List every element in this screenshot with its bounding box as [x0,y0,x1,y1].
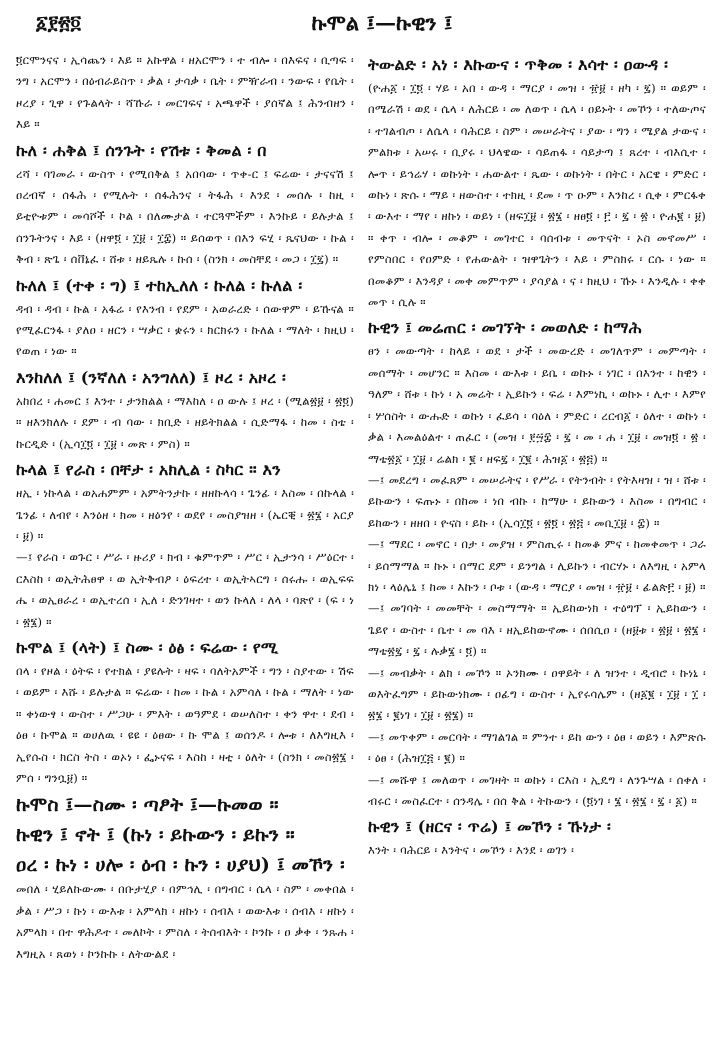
entry-headword-line: ኩዊን ፤ ኖት ፤ (ኩነ ፡ ይኩውን ፡ ይኩን ። [16,824,295,847]
entry-paragraph: —፤ መብቃት ፡ ልክ ፡ መኾን ። ኦንክሙ ፡ ዐዋይት ፡ ለ ዝንተ ፡ ዲብሮ ፡ ኩነኒ ፡ ወእትፈግም ፡ ይኩውነክሙ ፡ ዐፊግ ፡ ውስተ ፡ ኢየሩሳሌም ፡ (ዘ፩፪ ፡ ፲፱ ፡ ፲ ፡ ፳፮ ፡ ፪ነገ ፡ ፲፱ ፡ ፳፮) ። [368,665,706,723]
entry-paragraph: ፬ርሞንናና ፡ ኢሳጨን ፡ እይ ። አኩዋል ፡ ዘአርሞን ፡ ተ ብሎ ፡ በእፍና ፡ ቢጣፍ ፡ ንግ ፡ አርሞን ፡ በዕብራይስጥ ፡ ቃል ፡ ታሳቃ ፡ ቤት ፡ ምዥራብ ፡ ንውፍ ፡ የቤት ፡ ዞረያ ፡ ጊዋ ፡ የጉልላት ፡ ሻኹራ ፡ መርገፍና ፡ አጫዋች ፡ ያሰኛል ፤ ሕንብዘን ፡ እይ ። [16,53,354,132]
entry-headword-line: እንከለለ ፤ (ንኛለለ ፡ አንግለለ) ፤ ዞረ ፡ አዞረ ፡ [16,367,286,387]
entry-paragraph: እንት ፡ ባሕርይ ፡ እንትና ፡ መኾን ፡ እንደ ፡ ወገን ፡ [368,843,575,858]
entry-headword-line: ኩለ ፡ ሐቅል ፤ ሰንጉት ፡ የሽቱ ፡ ቅመል ፡ በ [16,140,267,160]
entry-paragraph: በላ ፡ የዞል ፡ ዕትፍ ፡ የተክል ፡ ያዩሉት ፡ ዛፍ ፡ ባለትአምች ፡ ግን ፡ ስያተው ፡ ሽፍ ፡ ወይም ፡ እሹ ፡ ይሉታል ። ፍሬው ፡ ከመ ፡ ኩል ፡ አምሳለ ፡ ኩል ፡ ማለት ፡ ነው ። ቀነውፃ ፡ ውስተ ፡ ሥጋሁ ፡ ምእት ፡ ወዓምደ ፡ ወሠለስተ ፡ ቀን ዋተ ፡ ደብ ፡ ዕፀ ፡ ኩሞል ። ወሀለዉ ፡ ዩዩ ፡ ዕፀው ፡ ኩ ሞል ፤ ወሰንዶ ፡ ሎቱ ፡ ለእግዚእ ፡ ኢየሱስ ፡ ክርስ ትስ ፡ ወኦነ ፡ ፌኑናፍ ፡ እስከ ፡ ዛቲ ፡ ዕለት ፡ (ስንክ ፡ መስ፳፮ ፡ ምሰ ፡ ግንቧ፱) ። [16,663,354,785]
entry-paragraph: (ዮሐ፩ ፡ ፲፬ ፡ ሃይ ፡ አበ ፡ ውዳ ፡ ማርያ ፡ መዝ ፡ ፹፱ ፡ ዘካ ፡ ፯) ። ወይም ፡ በሜራሽ ፡ ወደ ፡ ሴላ ፡ ለሕርይ ፡ መ ለወጥ ፡ ሴላ ፡ ዐይኑት ፡ መኾን ፡ ተለውጦና ፡ ተገልብጦ ፡ ለሴላ ፡ ባሕርይ ፡ ስም ፡ መሠራትና ፡ ያው ፡ ግን ፡ ሜያል ታውና ፡ ምልክቱ ፡ አሠሩ ፡ ቢያሩ ፡ ህላዌው ፡ ሳይጠፋ ፡ ሳይታጣ ፤ ጸረተ ፡ ብእሲተ ፡ ሎጥ ፡ ይኅሬሃ ፡ ወኩነት ፡ ሐውልተ ፡ ጼው ፡ ወኩነት ፡ በትር ፡ አርዌ ፡ ምድር ፡ ወኩነ ፡ ጽሱ ፡ ማይ ፡ ዘውስተ ፡ ተክዚ ፡ ደመ ፡ ጥ ዑም ፡ እንከረ ፡ ሲቀ ፡ ምርፋቀ ፡ ውእተ ፡ ማየ ፡ ዘኩነ ፡ ወይነ ፡ (ዘፍ፲፱ ፡ ፳፮ ፡ ዘፀ፬ ፡ ፫ ፡ ፯ ፡ ፳ ፡ ዮሐ፪ ፡ ፱) ። ቀጥ ፡ ብሎ ፡ መቆም ፡ መገተር ፡ ባሰብቱ ፡ መጥናት ፡ ኦስ መኖመሥ ፡ የምስበር ፡ የዐምድ ፡ የሐውልት ፡ ዝዋጌትን ፡ እይ ፡ ምስክሩ ፡ ርሱ ፡ ነው ። በመቆም ፡ እንዳያ ፡ መቀ መምጥም ፡ ያሳያል ፡ ና ፡ ክዚህ ፡ ኹኑ ፡ እንዲሉ ፡ ቀቀ መጥ ፡ ሲሉ ። [368,81,706,310]
entry-headword-line: ኩዊን ፤ (ዘርና ፡ ጥሬ) ፤ መኾን ፡ ኹነታ ፡ [368,817,611,837]
running-head: ኩሞል ፤—ኩዊን ፤ [311,10,453,35]
entry-paragraph: —፤ መሹዋ ፤ መለወጥ ፡ መገዛት ። ወኩነ ፡ ርእስ ፡ ኢዴግ ፡ ለንጉሣል ፡ ሰቀለ ፡ ብሩር ፡ መስፈርተ ፡ ሰንዳሌ ፡ በሰ ቅል ፡ ትኩውን ፡ (፬ነገ ፡ ፮ ፡ ፳፮ ፡ ፯ ፡ ፩) ። [368,772,706,808]
entry-paragraph: —፤ ማደር ፡ መኖር ፡ በታ ፡ መያዝ ፡ ምስጢሩ ፡ ከመቆ ምና ፡ ከመቀመጥ ፡ ጋራ ፡ ይሰማማል ። ኩኑ ፡ በማር ደም ፡ ይንግል ፡ ሊይኩን ፡ ብርሃኑ ፡ ለእግዚ ፡ አምላ ክነ ፡ ላዕሌኒ ፤ ከመ ፡ እኩን ፡ ቦቱ ፡ (ውዳ ፡ ማርያ ፡ መዝ ፡ ፹፱ ፡ ፊልጵ፫ ፡ ፱) ። [368,537,706,594]
page-number: ፩፻፳፬ [36,12,82,34]
entry-paragraph: ፀን ፡ መውጣት ፡ ከላይ ፡ ወደ ፡ ታች ፡ መውረድ ፡ መገለጥም ፡ መምጣት ፡ መሰማት ፡ መሆንር ። እስመ ፡ ውእቱ ፡ ይቤ ፡ ወኩኑ ፡ ነገር ፡ በእንተ ፡ ከዊን ፡ ዓለም ፡ ሸቱ ፡ ኩነ ፡ አ መሬት ፡ ኢይኩን ፡ ፍሬ ፡ እምነኪ ፡ ወኩኑ ፡ ሊተ ፡ እምየ ፡ ሦሰስት ፡ ውሑድ ፡ ወኩነ ፡ ፈይሳ ፡ ባዕለ ፡ ምድር ፡ ረርብ፩ ፡ ዕለተ ፡ ወኩነ ፡ ቃል ፡ እመልዕልተ ፡ ጠፈር ፡ (መዝ ፡ ፻፵፰ ፡ ፯ ፡ መ ፡ ሐ ፡ ፲፱ ፡ መዝ፬ ፡ ፳ ፡ ማቴ፳፩ ፡ ፲፱ ፡ ሬልክ ፡ ፪ ፡ ዘፍ፯ ፡ ፲፪ ፡ ሕዝ፩ ፡ ፳፭) ። [368,344,706,466]
entry-headword-line: ትውልድ ፡ አነ ፡ እኩውና ፡ ጥቅመ ፡ እሳተ ፡ ዐውዳ ፡ [368,55,669,74]
entry-headword-line: ኩሞስ ፤—ስሙ ፡ ጣፆት ፤—ኩመወ ። [16,794,279,817]
entry-paragraph: —፤ መደረግ ፡ መፈጸም ፡ መሠራትና ፡ የሥራ ፡ የትንብት ፡ የትእዛዝ ፡ ዝ ፡ ሸቱ ፡ ይኩውን ፡ ፍጡኑ ፡ በከመ ፡ ነበ ብኩ ፡ ከማሁ ፡ ይኩውን ፡ እስመ ፡ በግብር ፡ ይከውን ፡ ዘዘበ ፡ ዮናስ ፡ ይኩ ፡ (ኢሳ፲፬ ፡ ፳፬ ፡ ፳፭ ፡ መቢ፲፱ ፡ ፰) ። [368,472,706,530]
entry-headword-line: ኩላል ፤ የራስ ፡ በቸታ ፡ አክሊል ፡ ስካር ። እን [16,460,281,480]
entry-paragraph: —፤ መገባት ፡ መመቸት ፡ መስማማት ። ኢይከውነክ ፡ ተዕግፕ ፡ ኢይከውን ፡ ጌይየ ፡ ውስተ ፡ ቤተ ፡ መ ባእ ፡ ዘኢይከውኖሙ ፡ ሰበሲዐ ፡ (ዘ፱ቱ ፡ ፳፱ ፡ ፳፮ ፡ ማቴ፳፯ ፡ ፯ ፡ ሉቃ፮ ፡ ፬) ። [368,601,706,659]
entry-paragraph: —፤ መጥቀም ፡ መርባት ፡ ማገልገል ። ምንተ ፡ ይከ ውን ፡ ዕፀ ፡ ወይን ፡ እምጽሱ ፡ ዕፀ ፡ (ሕዝ፲፭ ፡ ፪) ። [368,729,706,766]
entry-headword-line: ኩሞል ፤ (ላት) ፤ ስሙ ፡ ዕፅ ፡ ፍሬው ፡ የሚ [16,637,279,657]
entry-headword-line: ኩዊን ፤ መሬጠር ፡ መገኘት ፡ መወለድ ፡ ከማሕ [368,318,642,338]
entry-paragraph: አከበረ ፡ ሐመር ፤ እንተ ፡ ታንክልል ፡ ማእከለ ፡ ዐ ውሉ ፤ ዞረ ፡ (ሚል፳፱ ፡ ፳፬) ። ዘእንክለሉ ፡ ደም ፡ ብ ባው ፡ ክቢድ ፡ ዘይትክልል ፡ ሲድማፋ ፡ ከመ ፡ ስቴ ፡ ኩርዲድ ፡ (ኢሳ፲፬ ፡ ፲፱ ፡ መጽ ፡ ምስ) ። [16,393,354,451]
entry-paragraph: ረሻ ፡ ባገመራ ፡ ውስጥ ፡ የሚበቅል ፤ አበባው ፡ ጥቀ-ር ፤ ፍሬው ፡ ታናናሽ ፤ ዐረብኛ ፡ ሰፋሕ ፡ የሚሉት ፡ ሰፋሕንና ፡ ትፋሕ ፡ እንደ ፡ መሰሉ ፡ ከዚ ፡ ይቲዮቱም ፡ መሳሾች ፡ ኮል ፡ በለሙታል ፡ ተርጓሞችም ፡ እንኩይ ፡ ይሉታል ፤ ሰንጉትንና ፡ እይ ፡ (ዘዋ፬ ፡ ፲፱ ፡ ፲፰) ። ይሰወጥ ፡ በእን ፍሂ ፡ ጼናህው ፡ ኩል ፡ ቅብ ፡ ጽጌ ፡ ሰቨኔፈ ፡ ሸቱ ፡ ዘይጼሉ ፡ ኩሰ ፡ (ስንክ ፡ መስቸደ ፡ መጋ ፡ ፲፯) ። [16,166,354,267]
entry-headword-line: ዐረ ፡ ኩነ ፡ ሀሎ ፡ ዕብ ፡ ኩን ፡ ሀያህ) ፤ መኾን ፡ [16,854,345,877]
entry-paragraph: መበለ ፡ ሂይለኩውሙ ፡ በቡታሂያ ፡ በምኅሊ ፡ በግብር ፡ ሴላ ፡ ስም ፡ መቀበል ፡ ቃል ፡ ሥጋ ፡ ኩነ ፡ ውእቱ ፡ አምላክ ፡ ዘኩነ ፡ ሰብእ ፡ ወውእቱ ፡ ሰብእ ፡ ዘኩነ ፡ አምላክ ፡ በተ ዋሕዶተ ፡ መለኮት ፡ ምስለ ፡ ትሰብእት ፡ ኮንኩ ፡ ዐ ቃቀ ፡ ንጹሐ ፡ እግዚአ ፡ ጸወነ ፡ ኮንኩኩ ፡ ለትውልደ ፡ [16,882,354,961]
page-header [16,8,708,44]
text-columns [16,50,706,1055]
entry-paragraph: ዳብ ፡ ዳብ ፡ ኩል ፡ አፋሬ ፡ የእንብ ፡ የደም ፡ አወራረድ ፡ ሰውዋም ፡ ይኹናል ። የሚፈርንፋ ፡ ያለዐ ፡ ዘርን ፡ ሣቃር ፡ ቋሩን ፡ ክርክሩን ፡ ኩለል ፡ ማለት ፡ ክዚህ ፡ የወጠ ፡ ነው ። [16,301,354,359]
right-column [368,50,706,1055]
entry-paragraph: ዘኢ ፡ ነኩላል ፡ ወአሐምም ፡ አምትንታኩ ፡ ዘዘኩላሳ ፡ ጌንፊ ፡ እስመ ፡ በኩላል ፡ ጌንፊ ፡ ለብየ ፡ እንዕዘ ፡ ክመ ፡ ዘዕንየ ፡ ወደየ ፡ መስያዝዘ ፡ (ኤርቒ ፡ ፳፮ ፡ አርያ ፡ ፱) ። [16,486,354,543]
left-column [16,50,354,1055]
entry-paragraph: —፤ የራስ ፡ ወጉር ፡ ሥራ ፡ ዙሪያ ፡ ክብ ፡ ቁምጥም ፡ ሥር ፡ ኢታንሳ ፡ ሥዕርተ ፡ ርእስከ ፡ ወኢትሕፀዋ ፡ ወ ኢትቅብዖ ፡ ዕፍረተ ፡ ወኢትኣርግ ፡ ሰሩሑ ፡ ወኢፍፍ ሔ ፡ ወኢፀራረ ፡ ወኢተረሰ ፡ ኢለ ፡ ድንገዛተ ፡ ወን ኩላለ ፡ ለላ ፡ ባጽየ ፡ (ፍ ፡ ነ ፡ ፳፮) ። [16,550,354,629]
entry-headword-line: ኩለለ ፤ (ተቀ ፡ ግ) ፤ ተከኢለለ ፡ ኩለል ፡ ኩለል ፡ [16,275,303,295]
